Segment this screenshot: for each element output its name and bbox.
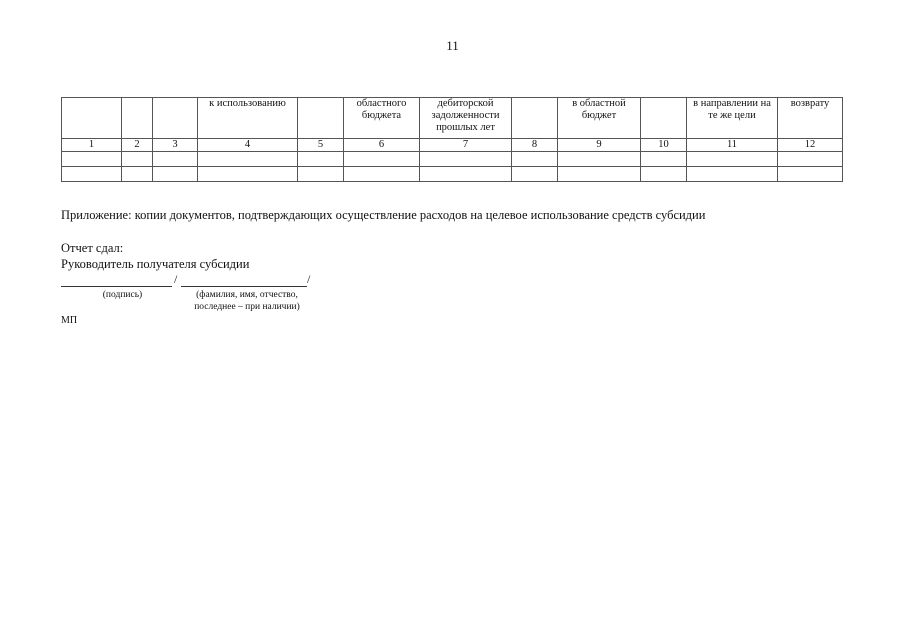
header-cell-9: в областной бюджет xyxy=(558,98,641,139)
table-row xyxy=(62,152,843,167)
column-number: 2 xyxy=(122,139,153,152)
table-cell xyxy=(558,167,641,182)
name-caption-line-2: последнее – при наличии) xyxy=(194,302,300,312)
column-number: 4 xyxy=(198,139,298,152)
name-line xyxy=(181,286,307,287)
report-table xyxy=(61,97,843,182)
table-cell xyxy=(62,167,122,182)
header-cell-8 xyxy=(512,98,558,139)
appendix-note: Приложение: копии документов, подтверждающих осуществление расходов на целевое использование средств субсидии xyxy=(61,208,706,222)
table-cell xyxy=(687,152,778,167)
table-cell xyxy=(641,152,687,167)
table-cell xyxy=(687,167,778,182)
table-cell xyxy=(420,152,512,167)
table-row xyxy=(62,167,843,182)
separator-slash: / xyxy=(174,272,178,286)
table-cell xyxy=(62,152,122,167)
table-cell xyxy=(778,167,843,182)
table-cell xyxy=(298,167,344,182)
header-cell-11: в направлении на те же цели xyxy=(687,98,778,139)
table-cell xyxy=(512,167,558,182)
header-cell-6: областного бюджета xyxy=(344,98,420,139)
header-cell-2 xyxy=(122,98,153,139)
header-cell-10 xyxy=(641,98,687,139)
table-cell xyxy=(122,152,153,167)
name-caption xyxy=(180,289,314,313)
table-cell xyxy=(198,152,298,167)
column-number: 12 xyxy=(778,139,843,152)
table-cell xyxy=(778,152,843,167)
header-cell-3 xyxy=(153,98,198,139)
column-number: 6 xyxy=(344,139,420,152)
column-number: 9 xyxy=(558,139,641,152)
signature-line xyxy=(61,286,172,287)
column-number: 10 xyxy=(641,139,687,152)
header-cell-12: возврату xyxy=(778,98,843,139)
column-number: 3 xyxy=(153,139,198,152)
table-cell xyxy=(512,152,558,167)
column-number: 8 xyxy=(512,139,558,152)
header-cell-1 xyxy=(62,98,122,139)
table-cell xyxy=(298,152,344,167)
table-cell xyxy=(198,167,298,182)
table-cell xyxy=(344,152,420,167)
separator-slash: / xyxy=(307,272,311,286)
submitted-label: Отчет сдал: xyxy=(61,241,124,255)
column-number: 5 xyxy=(298,139,344,152)
header-cell-5 xyxy=(298,98,344,139)
table-cell xyxy=(641,167,687,182)
table-cell xyxy=(122,167,153,182)
table-cell xyxy=(153,152,198,167)
header-cell-7: дебиторской задолженности прошлых лет xyxy=(420,98,512,139)
column-number: 1 xyxy=(62,139,122,152)
table-cell xyxy=(153,167,198,182)
column-number-row xyxy=(62,139,843,152)
column-number: 11 xyxy=(687,139,778,152)
table-cell xyxy=(420,167,512,182)
stamp-label: МП xyxy=(61,315,78,326)
signature-caption: (подпись) xyxy=(102,290,143,300)
page-number: 11 xyxy=(446,38,459,53)
header-cell-4: к использованию xyxy=(198,98,298,139)
table-header-row xyxy=(62,98,843,139)
table-cell xyxy=(344,167,420,182)
head-of-recipient-label: Руководитель получателя субсидии xyxy=(61,257,250,271)
column-number: 7 xyxy=(420,139,512,152)
name-caption-line-1: (фамилия, имя, отчество, xyxy=(196,290,298,300)
table-cell xyxy=(558,152,641,167)
